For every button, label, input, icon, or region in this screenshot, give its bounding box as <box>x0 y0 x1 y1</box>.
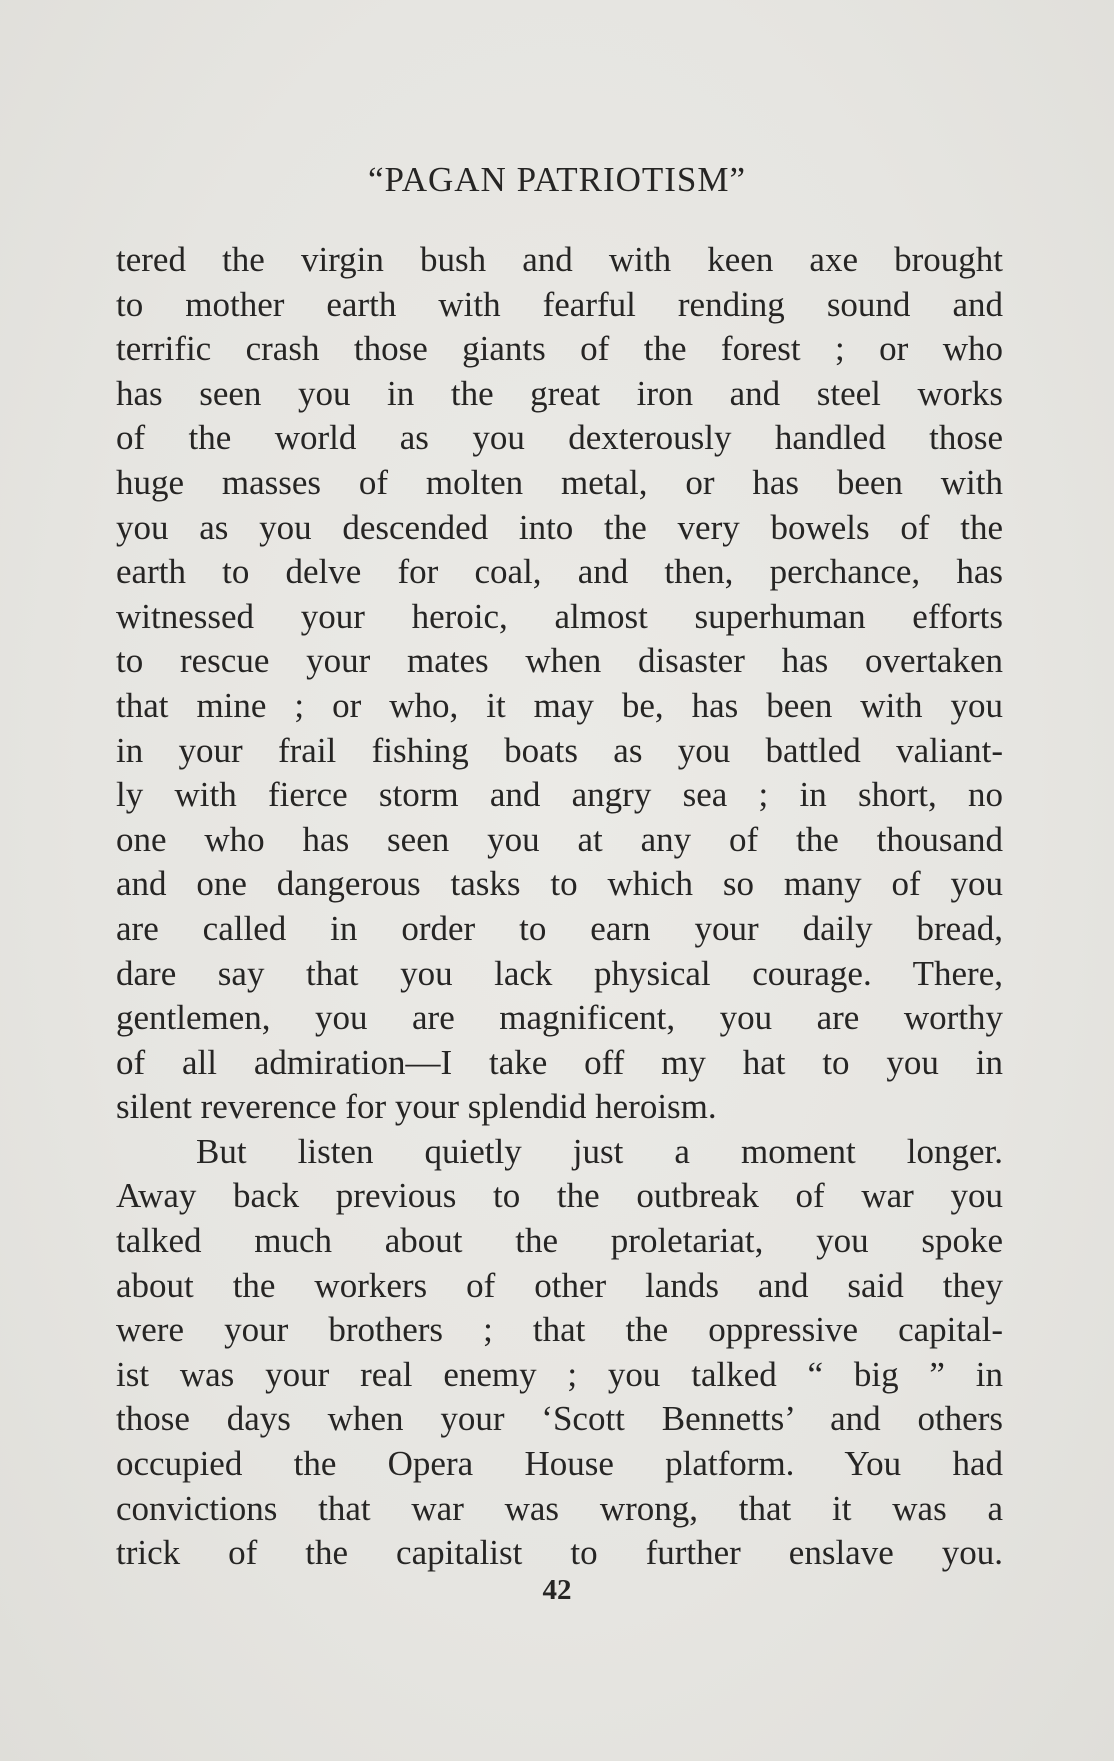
text-line: and one dangerous tasks to which so many of you <box>116 864 1003 904</box>
text-line: to mother earth with fearful rending sound and <box>116 284 1003 324</box>
text-line: But listen quietly just a moment longer. <box>196 1131 1003 1171</box>
paragraph-2 <box>116 1130 1003 1576</box>
body-text <box>116 238 1003 1576</box>
text-line: has seen you in the great iron and steel works <box>116 373 1003 413</box>
text-line: of all admiration—I take off my hat to you in <box>116 1042 1003 1082</box>
text-line: occupied the Opera House platform. You had <box>116 1444 1003 1484</box>
text-line: were your brothers ; that the oppressive capital- <box>116 1310 1003 1350</box>
text-line: about the workers of other lands and said they <box>116 1265 1003 1305</box>
text-line: Away back previous to the outbreak of war you <box>116 1176 1003 1216</box>
text-line: talked much about the proletariat, you spoke <box>116 1221 1003 1261</box>
text-line: gentlemen, you are magnificent, you are worthy <box>116 998 1003 1038</box>
text-line: you as you descended into the very bowels of the <box>116 507 1003 547</box>
paragraph-1 <box>116 238 1003 1130</box>
text-line: dare say that you lack physical courage. There, <box>116 953 1003 993</box>
text-line: trick of the capitalist to further enslave you. <box>116 1533 1003 1573</box>
text-line: to rescue your mates when disaster has overtaken <box>116 641 1003 681</box>
text-line: one who has seen you at any of the thousand <box>116 819 1003 859</box>
text-line: ist was your real enemy ; you talked “ big ” in <box>116 1354 1003 1394</box>
text-line: tered the virgin bush and with keen axe brought <box>116 240 1003 279</box>
text-line: witnessed your heroic, almost superhuman efforts <box>116 596 1003 636</box>
text-line: ly with fierce storm and angry sea ; in short, no <box>116 775 1003 815</box>
text-line: convictions that war was wrong, that it was a <box>116 1488 1003 1528</box>
page-number: 42 <box>542 1574 572 1606</box>
text-line: those days when your ‘Scott Bennetts’ and others <box>116 1399 1003 1439</box>
text-line: earth to delve for coal, and then, perchance, has <box>116 552 1003 592</box>
text-line: terrific crash those giants of the forest ; or who <box>116 329 1003 369</box>
text-line: that mine ; or who, it may be, has been with you <box>116 685 1003 725</box>
text-line: huge masses of molten metal, or has been with <box>116 462 1003 502</box>
text-line: in your frail fishing boats as you battled valiant- <box>116 730 1003 770</box>
text-line: of the world as you dexterously handled those <box>116 418 1003 458</box>
running-header: “PAGAN PATRIOTISM” <box>367 160 747 199</box>
text-line: silent reverence for your splendid heroism. <box>116 1087 717 1127</box>
text-line: are called in order to earn your daily bread, <box>116 908 1003 948</box>
